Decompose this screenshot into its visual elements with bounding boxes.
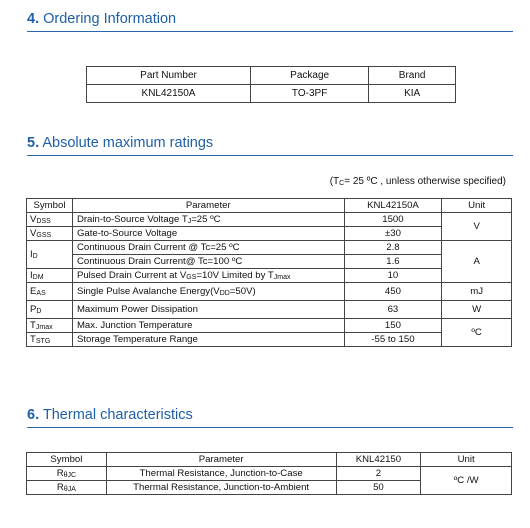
header-cell: Package [251, 67, 369, 85]
value-cell: 2 [336, 467, 421, 481]
section-divider [27, 31, 513, 32]
header-cell: KNL42150 [336, 453, 421, 467]
parameter-cell: Continuous Drain Current @ Tc=25 ºC [72, 241, 344, 255]
thermal-characteristics-table [26, 452, 512, 495]
header-cell: Symbol [27, 199, 73, 213]
table-header-row [27, 199, 512, 213]
parameter-cell: Gate-to-Source Voltage [72, 227, 344, 241]
absolute-max-ratings-table [26, 198, 512, 347]
header-cell: Unit [442, 199, 512, 213]
value-cell: 50 [336, 481, 421, 495]
table-row [87, 85, 456, 103]
symbol-cell: $V_{DSS}$ [27, 213, 73, 227]
symbol-cell: $I_D$ [27, 241, 73, 269]
unit-cell: W [442, 301, 512, 319]
header-cell: Part Number [87, 67, 251, 85]
table-row [27, 255, 512, 269]
table-header-row [27, 453, 512, 467]
unit-cell: ºC /W [421, 467, 512, 495]
parameter-cell: Continuous Drain Current@ Tc=100 ºC [72, 255, 344, 269]
header-cell: Unit [421, 453, 512, 467]
value-cell: 63 [344, 301, 442, 319]
unit-cell: ºC [442, 319, 512, 347]
parameter-cell: Maximum Power Dissipation [72, 301, 344, 319]
value-cell: 1500 [344, 213, 442, 227]
table-cell: KNL42150A [87, 85, 251, 103]
section-divider [27, 427, 513, 428]
table-row [27, 283, 512, 301]
header-cell: KNL42150A [344, 199, 442, 213]
parameter-cell: Single Pulse Avalanche $Energy(V_{DD}=50V)$ [72, 283, 344, 301]
header-cell: Parameter [72, 199, 344, 213]
parameter-cell: Thermal Resistance, Junction-to-Case [106, 467, 336, 481]
ordering-table [86, 66, 456, 103]
table-row [27, 213, 512, 227]
table-row [27, 319, 512, 333]
table-row [27, 333, 512, 347]
table-header-row [87, 67, 456, 85]
symbol-cell: $I_{DM}$ [27, 269, 73, 283]
value-cell: ±30 [344, 227, 442, 241]
table-cell: KIA [369, 85, 456, 103]
parameter-cell: Storage Temperature Range [72, 333, 344, 347]
symbol-cell: $E_{AS}$ [27, 283, 73, 301]
symbol-cell: $R_{\theta JC}$ [27, 467, 107, 481]
unit-cell: V [442, 213, 512, 241]
symbol-cell: $R_{\theta JA}$ [27, 481, 107, 495]
table-row [27, 467, 512, 481]
symbol-cell: $T_{STG}$ [27, 333, 73, 347]
symbol-cell: $P_D$ [27, 301, 73, 319]
section-number: 5. [27, 135, 40, 151]
table-row [27, 269, 512, 283]
parameter-cell: Thermal Resistance, Junction-to-Ambient [106, 481, 336, 495]
thermal-section-title [27, 407, 193, 423]
section-title-text: Thermal characteristics [42, 407, 193, 423]
section-number: 4. [27, 11, 40, 27]
table-row [27, 241, 512, 255]
section-title-text: Ordering Information [43, 11, 177, 27]
table-cell: TO-3PF [251, 85, 369, 103]
unit-cell: A [442, 241, 512, 283]
ordering-section-title [27, 11, 176, 27]
value-cell: 1.6 [344, 255, 442, 269]
parameter-cell: Pulsed Drain Current at $V_{GS}=10V$ Limited by $T_{Jmax}$ [72, 269, 344, 283]
value-cell: 150 [344, 319, 442, 333]
value-cell: -55 to 150 [344, 333, 442, 347]
section-divider [27, 155, 513, 156]
abs-max-section-title [27, 135, 213, 151]
header-cell: Symbol [27, 453, 107, 467]
table-row [27, 301, 512, 319]
header-cell: Brand [369, 67, 456, 85]
value-cell: 10 [344, 269, 442, 283]
unit-cell: mJ [442, 283, 512, 301]
value-cell: 2.8 [344, 241, 442, 255]
table-row [27, 227, 512, 241]
symbol-cell: $V_{GSS}$ [27, 227, 73, 241]
parameter-cell: Drain-to-Source Voltage $T_J=25$ ºC [72, 213, 344, 227]
section-number: 6. [27, 407, 40, 423]
value-cell: 450 [344, 283, 442, 301]
section-title-text: Absolute maximum ratings [42, 135, 214, 151]
conditions-note: ($T_C= 25$ ºC , unless otherwise specified) [329, 176, 506, 187]
symbol-cell: $T_{Jmax}$ [27, 319, 73, 333]
header-cell: Parameter [106, 453, 336, 467]
parameter-cell: Max. Junction Temperature [72, 319, 344, 333]
